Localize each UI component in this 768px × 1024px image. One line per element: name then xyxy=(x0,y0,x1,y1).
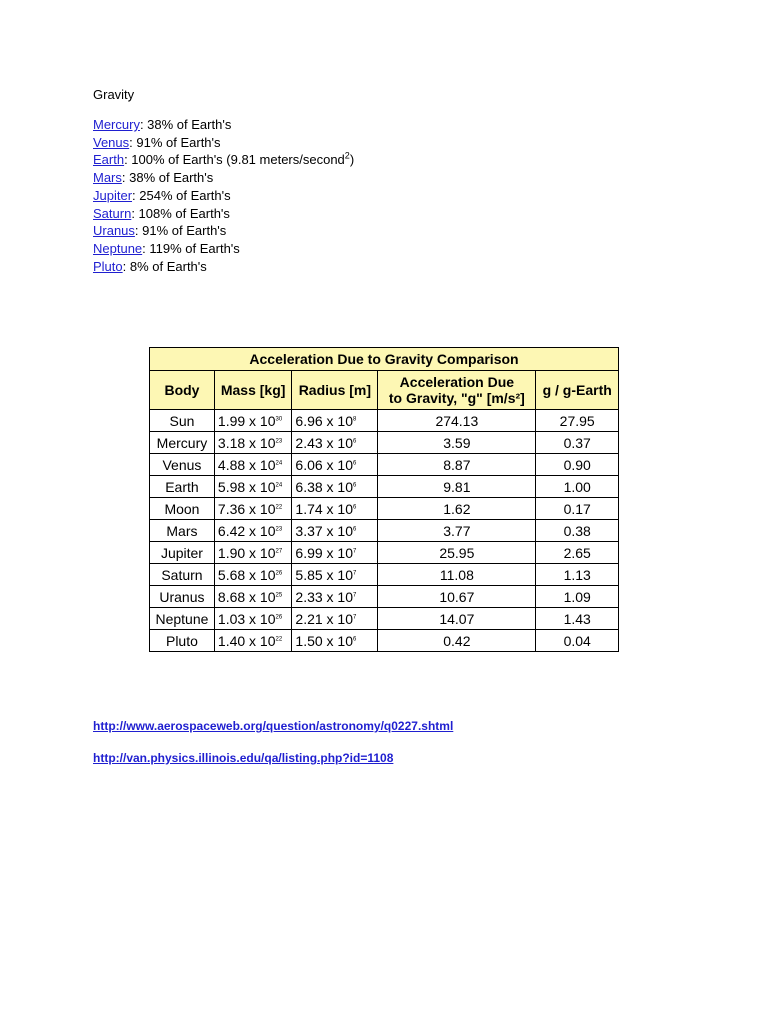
planet-link-neptune[interactable]: Neptune xyxy=(93,240,143,256)
column-header-radius: Radius [m] xyxy=(292,371,378,410)
cell-ratio xyxy=(536,476,619,498)
exponent: 22 xyxy=(275,503,283,510)
cell-value: 6.96 x 10 xyxy=(295,412,354,429)
cell-value: 9.81 xyxy=(443,478,471,495)
cell-value: 8.87 xyxy=(443,456,471,473)
exponent: 6 xyxy=(353,459,357,466)
cell-value: 2.21 x 10 xyxy=(295,610,354,627)
cell-value: 5.68 x 10 xyxy=(217,566,276,583)
cell-value: Earth xyxy=(165,478,199,495)
table-row xyxy=(150,432,619,454)
cell-body xyxy=(150,520,215,542)
cell-value: 1.99 x 10 xyxy=(217,412,276,429)
cell-radius xyxy=(292,432,378,454)
cell-value: Pluto xyxy=(165,632,198,649)
planet-link-pluto[interactable]: Pluto xyxy=(93,258,123,274)
cell-radius xyxy=(292,476,378,498)
cell-radius xyxy=(292,410,378,432)
cell-value: 3.37 x 10 xyxy=(295,522,354,539)
list-item xyxy=(93,240,354,258)
cell-body xyxy=(150,410,215,432)
cell-value: 6.38 x 10 xyxy=(295,478,354,495)
cell-value: 5.85 x 10 xyxy=(295,566,354,583)
planet-link-saturn[interactable]: Saturn xyxy=(93,205,132,221)
exponent: 7 xyxy=(353,547,357,554)
cell-value: 1.03 x 10 xyxy=(217,610,276,627)
cell-value: 6.99 x 10 xyxy=(295,544,354,561)
column-header-acceleration xyxy=(378,371,536,410)
exponent: 8 xyxy=(353,415,357,422)
list-item xyxy=(93,169,354,187)
cell-value: 7.36 x 10 xyxy=(217,500,276,517)
cell-value: 0.17 xyxy=(563,500,591,517)
cell-value: Uranus xyxy=(159,588,205,605)
cell-value: 6.42 x 10 xyxy=(217,522,276,539)
cell-value: 4.88 x 10 xyxy=(217,456,276,473)
cell-value: 0.04 xyxy=(563,632,591,649)
exponent: 6 xyxy=(353,503,357,510)
planet-link-venus[interactable]: Venus xyxy=(93,134,130,150)
list-item xyxy=(93,222,354,240)
cell-body xyxy=(150,630,215,652)
cell-value: 27.95 xyxy=(559,412,595,429)
cell-radius xyxy=(292,454,378,476)
cell-mass xyxy=(214,630,292,652)
cell-gravity xyxy=(378,586,536,608)
cell-mass xyxy=(214,608,292,630)
list-item xyxy=(93,187,354,205)
cell-value: 25.95 xyxy=(439,544,475,561)
cell-value: 3.18 x 10 xyxy=(217,434,276,451)
exponent: 23 xyxy=(275,525,283,532)
cell-value: 2.33 x 10 xyxy=(295,588,354,605)
header-line: Acceleration Due xyxy=(399,374,515,390)
cell-value: Neptune xyxy=(155,610,209,627)
cell-value: 1.09 xyxy=(563,588,591,605)
cell-body xyxy=(150,432,215,454)
cell-ratio xyxy=(536,410,619,432)
cell-radius xyxy=(292,586,378,608)
superscript: 2 xyxy=(344,151,350,162)
exponent: 25 xyxy=(275,591,283,598)
gravity-comparison-table xyxy=(149,347,619,652)
list-item-text: : 91% of Earth's xyxy=(129,134,221,150)
reference-link-aerospaceweb[interactable]: http://www.aerospaceweb.org/question/astronomy/q0227.shtml xyxy=(93,719,454,733)
table-row xyxy=(150,586,619,608)
cell-ratio xyxy=(536,630,619,652)
exponent: 7 xyxy=(353,613,357,620)
cell-body xyxy=(150,476,215,498)
exponent: 7 xyxy=(353,569,357,576)
exponent: 22 xyxy=(275,635,283,642)
cell-ratio xyxy=(536,432,619,454)
table-header-row xyxy=(150,371,619,410)
cell-value: 0.90 xyxy=(563,456,591,473)
list-item-text: : 119% of Earth's xyxy=(142,240,240,256)
exponent: 24 xyxy=(275,459,283,466)
exponent: 6 xyxy=(353,635,357,642)
cell-ratio xyxy=(536,498,619,520)
cell-value: 11.08 xyxy=(439,566,474,583)
exponent: 24 xyxy=(275,481,283,488)
page-title: Gravity xyxy=(93,87,135,102)
cell-value: 0.42 xyxy=(443,632,471,649)
table-row xyxy=(150,410,619,432)
cell-body xyxy=(150,564,215,586)
reference-link-illinois[interactable]: http://van.physics.illinois.edu/qa/listing.php?id=1108 xyxy=(93,751,394,765)
list-item-text: ) xyxy=(349,152,355,168)
cell-value: 6.06 x 10 xyxy=(295,456,354,473)
cell-gravity xyxy=(378,410,536,432)
list-item-text: : 38% of Earth's xyxy=(139,117,232,132)
table-row xyxy=(150,608,619,630)
cell-value: Mars xyxy=(166,522,198,539)
cell-body xyxy=(150,454,215,476)
cell-body xyxy=(150,586,215,608)
exponent: 6 xyxy=(353,525,357,532)
cell-gravity xyxy=(378,520,536,542)
exponent: 26 xyxy=(275,569,283,576)
exponent: 23 xyxy=(275,437,283,444)
cell-value: 274.13 xyxy=(435,412,479,429)
exponent: 26 xyxy=(275,613,283,620)
table-body xyxy=(150,410,619,652)
list-item xyxy=(93,116,354,134)
cell-value: 8.68 x 10 xyxy=(217,588,276,605)
cell-value: 10.67 xyxy=(439,588,475,605)
cell-value: 2.43 x 10 xyxy=(295,434,354,451)
column-header-mass: Mass [kg] xyxy=(214,371,292,410)
planet-link-uranus[interactable]: Uranus xyxy=(93,223,135,239)
cell-mass xyxy=(214,454,292,476)
cell-gravity xyxy=(378,608,536,630)
exponent: 7 xyxy=(353,591,357,598)
cell-value: 0.37 xyxy=(563,434,591,451)
list-item xyxy=(93,258,354,276)
planet-link-mars[interactable]: Mars xyxy=(93,170,122,186)
cell-value: 2.65 xyxy=(563,544,591,561)
cell-value: 1.74 x 10 xyxy=(295,500,354,517)
table-row xyxy=(150,542,619,564)
exponent: 30 xyxy=(275,415,283,422)
table-row xyxy=(150,564,619,586)
cell-body xyxy=(150,498,215,520)
cell-ratio xyxy=(536,542,619,564)
cell-value: 1.50 x 10 xyxy=(295,632,354,649)
cell-value: 1.00 xyxy=(563,478,591,495)
cell-radius xyxy=(292,542,378,564)
cell-value: 0.38 xyxy=(563,522,591,539)
cell-mass xyxy=(214,476,292,498)
table-row xyxy=(150,630,619,652)
cell-value: 3.77 xyxy=(443,522,471,539)
cell-value: 1.13 xyxy=(563,566,591,583)
cell-gravity xyxy=(378,542,536,564)
list-item-text: : 91% of Earth's xyxy=(134,223,227,239)
cell-value: Mercury xyxy=(156,434,208,451)
cell-value: Venus xyxy=(162,456,202,473)
cell-gravity xyxy=(378,498,536,520)
table-row xyxy=(150,520,619,542)
cell-ratio xyxy=(536,564,619,586)
cell-ratio xyxy=(536,586,619,608)
list-item xyxy=(93,134,354,152)
cell-value: Moon xyxy=(164,500,200,517)
cell-mass xyxy=(214,586,292,608)
cell-value: Jupiter xyxy=(160,544,203,561)
table-row xyxy=(150,476,619,498)
cell-mass xyxy=(214,542,292,564)
list-item-text: : 254% of Earth's xyxy=(132,187,231,203)
list-item-text: : 100% of Earth's (9.81 meters/second xyxy=(124,152,345,168)
cell-radius xyxy=(292,520,378,542)
header-line: to Gravity, "g" [m/s²] xyxy=(388,390,525,406)
cell-radius xyxy=(292,564,378,586)
cell-value: 3.59 xyxy=(443,434,471,451)
exponent: 27 xyxy=(275,547,283,554)
list-item-text: : 38% of Earth's xyxy=(121,170,214,186)
cell-value: 1.90 x 10 xyxy=(217,544,276,561)
cell-body xyxy=(150,542,215,564)
cell-radius xyxy=(292,498,378,520)
planet-link-earth[interactable]: Earth xyxy=(93,152,125,168)
column-header-body: Body xyxy=(150,371,215,410)
cell-gravity xyxy=(378,432,536,454)
cell-mass xyxy=(214,432,292,454)
cell-radius xyxy=(292,608,378,630)
planet-link-mercury[interactable]: Mercury xyxy=(93,117,140,132)
cell-value: 5.98 x 10 xyxy=(217,478,276,495)
cell-gravity xyxy=(378,476,536,498)
cell-gravity xyxy=(378,454,536,476)
cell-ratio xyxy=(536,520,619,542)
cell-radius xyxy=(292,630,378,652)
cell-ratio xyxy=(536,454,619,476)
cell-ratio xyxy=(536,608,619,630)
cell-gravity xyxy=(378,630,536,652)
exponent: 6 xyxy=(353,437,357,444)
cell-mass xyxy=(214,498,292,520)
cell-mass xyxy=(214,520,292,542)
planet-gravity-list xyxy=(93,116,354,275)
list-item-text: : 8% of Earth's xyxy=(122,258,207,274)
list-item xyxy=(93,205,354,223)
cell-value: 1.40 x 10 xyxy=(217,632,276,649)
cell-body xyxy=(150,608,215,630)
exponent: 6 xyxy=(353,481,357,488)
list-item xyxy=(93,151,354,169)
table-row xyxy=(150,498,619,520)
cell-value: 14.07 xyxy=(439,610,475,627)
cell-value: Saturn xyxy=(161,566,203,583)
cell-value: Sun xyxy=(169,412,195,429)
cell-value: 1.43 xyxy=(563,610,591,627)
table-caption: Acceleration Due to Gravity Comparison xyxy=(150,348,619,371)
cell-gravity xyxy=(378,564,536,586)
column-header-ratio: g / g-Earth xyxy=(536,371,619,410)
cell-value: 1.62 xyxy=(443,500,471,517)
table-row xyxy=(150,454,619,476)
cell-mass xyxy=(214,564,292,586)
list-item-text: : 108% of Earth's xyxy=(131,205,230,221)
cell-mass xyxy=(214,410,292,432)
planet-link-jupiter[interactable]: Jupiter xyxy=(93,187,133,203)
